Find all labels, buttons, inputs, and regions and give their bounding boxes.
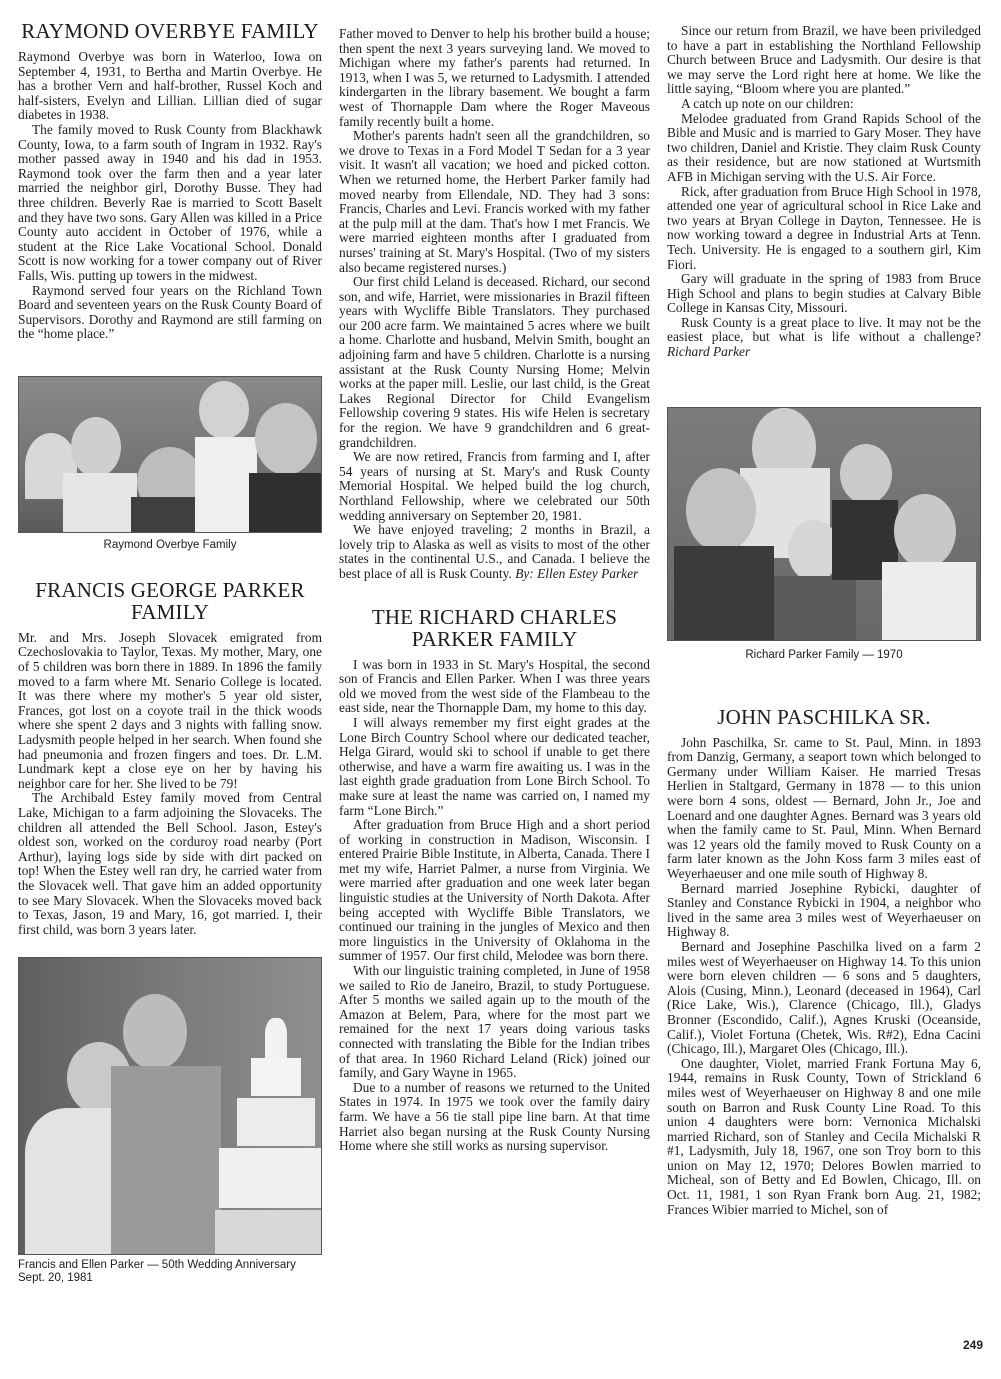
richard-paragraph: A catch up note on our children: [681,95,854,111]
cake-shape [215,1210,322,1254]
anniversary-photo [18,957,322,1255]
richard-title: THE RICHARD CHARLES PARKER FAMILY [371,604,618,651]
francis-paragraph: We are now retired, Francis from farming and I, after 54 years of nursing at St. Mary's and Rusk County Memorial Hospital. We helped build the log church, Northland Fellowship, where we celebrated our 50th wedding anniversary on September 20, 1981. [339,449,650,523]
overbye-paragraph: Raymond Overbye was born in Waterloo, Iowa on September 4, 1931, to Bertha and Martin Overbye. He has a brother Vern and half-brother, Russel Koch and half-sisters, Evelyn and Lillian. Lillian died of sugar diabetes in 1938. [18,49,322,123]
francis-paragraph: Mr. and Mrs. Joseph Slovacek emigrated from Czechoslovakia to Taylor, Texas. My mother, Mary, one of 5 children was born there in 1889. In 1896 the family moved to a farm where Mt. Senario College is located. It was there where my mother's 5 year old sister, Frances, got lost on a coyote trail in the thick woods where she spent 2 days and 3 nights with falling snow. Ladysmith people helped in her search. When found she had pneumonia and frozen fingers and toes. Dr. L.M. Lundmark kept a close eye on her by having his neighbor care for her. She lived to be 79! [18,629,322,791]
cake-shape [251,1058,301,1096]
francis-paragraph: The Archibald Estey family moved from Central Lake, Michigan to a farm adjoining the Slovaceks. The children all attended the Bell School. Jason, Estey's oldest son, worked on the corduroy road nearby (Port Arthur), laying logs side by side with dirt packed on top! When the Estey well ran dry, he carried water from the Slovacek well. That gave him an added opportunity to see Mary Slovacek. When the Slovaceks moved back to Texas, Jason, 19 and Mary, 16, got married. I, their first child, was born 3 years later. [18,790,322,937]
man-silhouette [111,1066,221,1255]
francis-paragraph: Mother's parents hadn't seen all the grandchildren, so we drove to Texas in a Ford Model T Sedan for a 3 year visit. It wasn't all vacation; we hoed and picked cotton. When we returned home, the Herbert Parker family had moved nearby from Ellendale, ND. They had 3 sons: Francis, Charles and Levi. Francis worked with my father at the pulp mill at the dam. That's how I met Francis. We were married eighteen months after I graduated from nurses' training at St. Mary's Hospital. (Two of my sisters also became registered nurses.) [339,128,650,275]
cake-shape [237,1098,315,1146]
richard-byline: Richard Parker [667,344,751,360]
person-silhouette [255,403,317,475]
person-silhouette [249,473,322,533]
person-silhouette [774,576,856,640]
man-silhouette [123,994,187,1070]
richard-paragraph: Melodee graduated from Grand Rapids School of the Bible and Music and is married to Gary Moser. They have two children, Daniel and Kristie. They claim Rusk County as their residence, but are now stationed at Wurtsmith AFB in Michigan serving with the U.S. Air Force. [667,110,981,184]
person-silhouette [71,417,121,477]
paschilka-paragraph: One daughter, Violet, married Frank Fortuna May 6, 1944, remains in Rusk County, Town of Strickland 6 miles west of Weyerhaeuser on Highway 8 and one mile south on Barron and Rusk County Line Road. To this union 4 daughters were born: Vernonica Michalski married Richard, son of Stanley and Cecila Michalski R #1, Ladysmith, July 18, 1967, one son Troy born to this union on May 12, 1970; Delores Bowlen married to Micheal, son of Betty and Ed Bowlen, Chicago, Ill. on Oct. 11, 1981, 1 son Ryan Frank born Aug. 21, 1982; Frances Wibier married to Michel, son of [667,1055,981,1217]
cake-shape [265,1018,287,1058]
francis-byline: By: Ellen Estey Parker [515,565,639,581]
francis-paragraph [339,523,650,581]
richard-paragraph: With our linguistic training completed, in June of 1958 we sailed to Rio de Janeiro, Brazil, to study Portuguese. After 5 months we sailed again up to the mouth of the Amazon at Belem, Para, where for the most part we remained for the next 17 years doing various tasks connected with translating the Bible for the Indian tribes of that area. In 1960 Richard Leland (Rick) joined our family, and Gary Wayne in 1965. [339,963,650,1081]
paschilka-paragraph: Bernard and Josephine Paschilka lived on a farm 2 miles west of Weyerhaeuser on Highway 14. To this union were born eleven children — 6 sons and 5 daughters, Alois (Cusing, Minn.), Leonard (deceased in 1964), Carl (Rice Lake, Wis.), Clarence (Chicago, Ill.), Gladys Bronner (Escondido, Calif.), Agnes Kruski (Oceanside, Calif.), Violet Fortuna (Chetek, Wis. R#2), Edna Cacini (Chicago, Ill.), Margaret Oles (Chicago, Ill.). [667,938,981,1057]
richard-paragraph: After graduation from Bruce High and a short period of working in construction in Madison, Wisconsin. I entered Prairie Bible Institute, in Alberta, Canada. There I met my wife, Harriet Palmer, a nurse from Virginia. We were married after graduation and one week later began linguistic studies at the University of North Dakota. After being accepted with Wycliffe Bible Translators, we continued our training in the jungles of Mexico and then more linguistics in the University of Oklahoma in the summer of 1957. Our first child, Melodee was born there. [339,817,650,964]
anniversary-photo-caption: Francis and Ellen Parker — 50th Wedding Anniversary Sept. 20, 1981 [18,1259,296,1285]
richard-paragraph: Since our return from Brazil, we have been priviledged to have a part in establishing the Northland Fellowship Church between Bruce and Ladysmith. Our desire is that we may serve the Lord right here at home. We like the little saying, “Bloom where you are planted.” [667,23,981,97]
francis-closing-text: We have enjoyed traveling; 2 months in Brazil, a lovely trip to Alaska as well as visits to most of the other states in the continental U.S., and Canada. I believe the best place of all is Rusk County. [339,522,650,581]
person-silhouette [199,381,249,439]
overbye-title: RAYMOND OVERBYE FAMILY [21,19,319,43]
richard-paragraph: Gary will graduate in the spring of 1983 from Bruce High School and plans to begin studies at Calvary Bible College in Kansas City, Missouri. [667,271,981,316]
person-silhouette [882,562,976,640]
francis-paragraph: Father moved to Denver to help his brother build a house; then spent the next 3 years surveying land. We moved to Michigan where my father's parents had returned. In 1913, when I was 5, we returned to Ladysmith. I attended kindergarten in the library basement. We bought a farm west of Thornapple Dam where the Roger Maveous family recently built a home. [339,26,650,129]
person-silhouette [840,444,892,504]
paschilka-title: JOHN PASCHILKA SR. [717,704,931,729]
francis-paragraph: Our first child Leland is deceased. Richard, our second son, and wife, Harriet, were missionaries in Brazil fifteen years with Wycliffe Bible Translators. They purchased our 200 acre farm. We maintained 5 acres where we built a home. Charlotte and husband, Melvin Smith, bought an adjoining farm and have 5 children. Charlotte is a nursing assistant at the Rusk County Nursing Home; Melvin works at the paper mill. Leslie, our last child, is the Great Lakes Regional Director for Child Evangelism Fellowship covering 9 states. His wife Helen is secretary for the region. We have 9 grandchildren and 6 great-grandchildren. [339,274,650,450]
person-silhouette [674,546,774,640]
richard-family-photo [667,407,981,641]
richard-paragraph: Due to a number of reasons we returned to the United States in 1974. In 1975 we took over the family dairy farm. We have a 56 tie stall pipe line barn. At that time Harriet also began nursing at the Rusk County Nursing Home where she still works as nursing supervisor. [339,1079,650,1154]
cake-shape [219,1148,322,1208]
overbye-paragraph: The family moved to Rusk County from Blackhawk County, Iowa, to a farm south of Ingram in 1932. Ray's mother passed away in 1940 and his dad in 1953. Raymond took over the farm then and a year later married the neighbor girl, Dorothy Busse. They had three children. Beverly Rae is married to Scott Baselt and they have two sons. Gary Allen was killed in a Price County auto accident in October of 1976, while a student at the Rice Lake Vocational School. Donald Scott is now working for a tower company out of River Falls, Wis. putting up towers in the midwest. [18,121,322,283]
francis-title: FRANCIS GEORGE PARKER FAMILY [35,577,305,624]
person-silhouette [686,468,756,552]
person-silhouette [195,437,257,533]
paschilka-paragraph: John Paschilka, Sr. came to St. Paul, Minn. in 1893 from Danzig, Germany, a seaport town which belonged to Germany under William Kaiser. He married Tresas Herlien in Staltgard, Germany in 1878 — to this union were born 4 sons, oldest — Bernard, John Jr., Joe and Loenard and one daughter Agnes. Bernard was 3 years old when the family came to St. Paul, Minn. When Bernard was 12 years old the family moved to Rusk County on a farm later known as the John Koss farm 3 miles east of Weyerhaeuser and one mile south of Highway 8. [667,734,981,881]
richard-paragraph: I was born in 1933 in St. Mary's Hospital, the second son of Francis and Ellen Parker. When I was three years old we moved from the west side of the Flambeau to the east side, near the Thornapple Dam, my home to this day. [339,656,650,716]
overbye-photo-caption: Raymond Overbye Family [103,538,237,551]
column-3 [667,24,981,1217]
person-silhouette [894,494,956,568]
richard-paragraph: Rick, after graduation from Bruce High School in 1978, attended one year of agricultural school in Rice Lake and two years at Bryan College in Dayton, Tennessee. He is now working toward a degree in Industrial Arts at Tenn. Tech. University. He is engaged to a southern girl, Kim Fiori. [667,183,981,272]
richard-paragraph: I will always remember my first eight grades at the Lone Birch Country School where our dedicated teacher, Helga Girard, would ski to school if unable to get there otherwise, and have a warm fire awaiting us. I was in the last eighth grade graduation from Lone Birch School. To make sure at least the name was carried on, I named my farm “Lone Birch.” [339,714,650,818]
column-1 [18,20,322,1285]
richard-paragraph [667,316,981,360]
richard-photo-caption: Richard Parker Family — 1970 [745,648,903,661]
richard-closing-text: Rusk County is a great place to live. It may not be the easiest place, but what is life without a challenge? [667,314,981,345]
paschilka-paragraph: Bernard married Josephine Rybicki, daughter of Stanley and Constance Rybicki in 1904, a neighbor who lived in the same area 3 miles west of Weyerhaeuser on Highway 8. [667,880,981,940]
overbye-family-photo [18,376,322,533]
person-silhouette [63,473,137,533]
overbye-paragraph: Raymond served four years on the Richland Town Board and seventeen years on the Rusk County Board of Supervisors. Dorothy and Raymond are still farming on the “home place.” [18,282,322,342]
page-number: 249 [962,1338,983,1352]
column-2 [339,27,650,1154]
